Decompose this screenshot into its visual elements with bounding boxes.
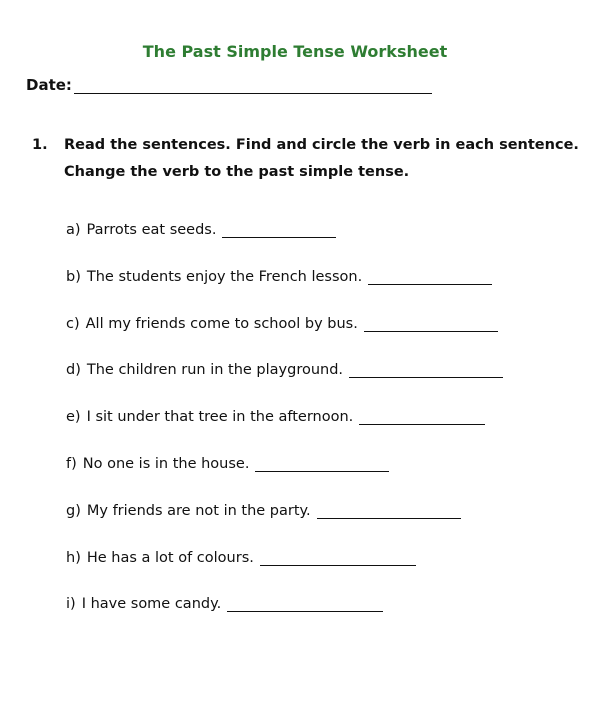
item-sentence: My friends are not in the party. [86, 502, 311, 519]
sentence-item-b [66, 269, 596, 316]
answer-line [364, 316, 498, 332]
item-sentence: The children run in the playground. [86, 362, 344, 379]
item-label: d) [66, 362, 81, 379]
item-sentence: The students enjoy the French lesson. [86, 268, 363, 285]
question-1 [32, 132, 592, 186]
date-label: Date: [26, 76, 72, 94]
item-sentence: Parrots eat seeds. [86, 222, 217, 238]
sentence-item-g [66, 503, 596, 550]
question-number: 1. [32, 137, 48, 153]
question-instructions: Read the sentences. Find and circle the verb in each sentence. Change the verb to the past simple tense. [64, 137, 579, 180]
answer-line [349, 362, 503, 378]
sentence-item-i [66, 596, 596, 643]
item-label: a) [66, 222, 81, 238]
sentence-item-d [66, 362, 596, 409]
date-row [26, 76, 432, 94]
item-label: b) [66, 268, 81, 285]
item-sentence: He has a lot of colours. [86, 549, 254, 566]
item-label: e) [66, 409, 81, 426]
answer-line [260, 550, 416, 566]
answer-line [368, 269, 492, 285]
item-sentence: All my friends come to school by bus. [85, 315, 358, 332]
answer-line [359, 409, 485, 425]
sentence-item-e [66, 409, 596, 456]
answer-line [255, 456, 389, 472]
date-answer-line [74, 77, 432, 94]
sentence-item-h [66, 550, 596, 597]
item-sentence: I sit under that tree in the afternoon. [86, 409, 354, 426]
page-title: The Past Simple Tense Worksheet [142, 42, 448, 61]
answer-line [222, 222, 336, 238]
item-label: i) [66, 596, 76, 613]
item-label: f) [66, 455, 77, 472]
item-label: h) [66, 549, 81, 566]
sentence-list [66, 222, 596, 643]
sentence-item-f [66, 456, 596, 503]
sentence-item-a [66, 222, 596, 269]
answer-line [227, 596, 383, 612]
item-label: c) [66, 315, 80, 332]
item-label: g) [66, 502, 81, 519]
item-sentence: No one is in the house. [82, 455, 250, 472]
sentence-item-c [66, 316, 596, 363]
answer-line [317, 503, 461, 519]
item-sentence: I have some candy. [81, 596, 222, 613]
